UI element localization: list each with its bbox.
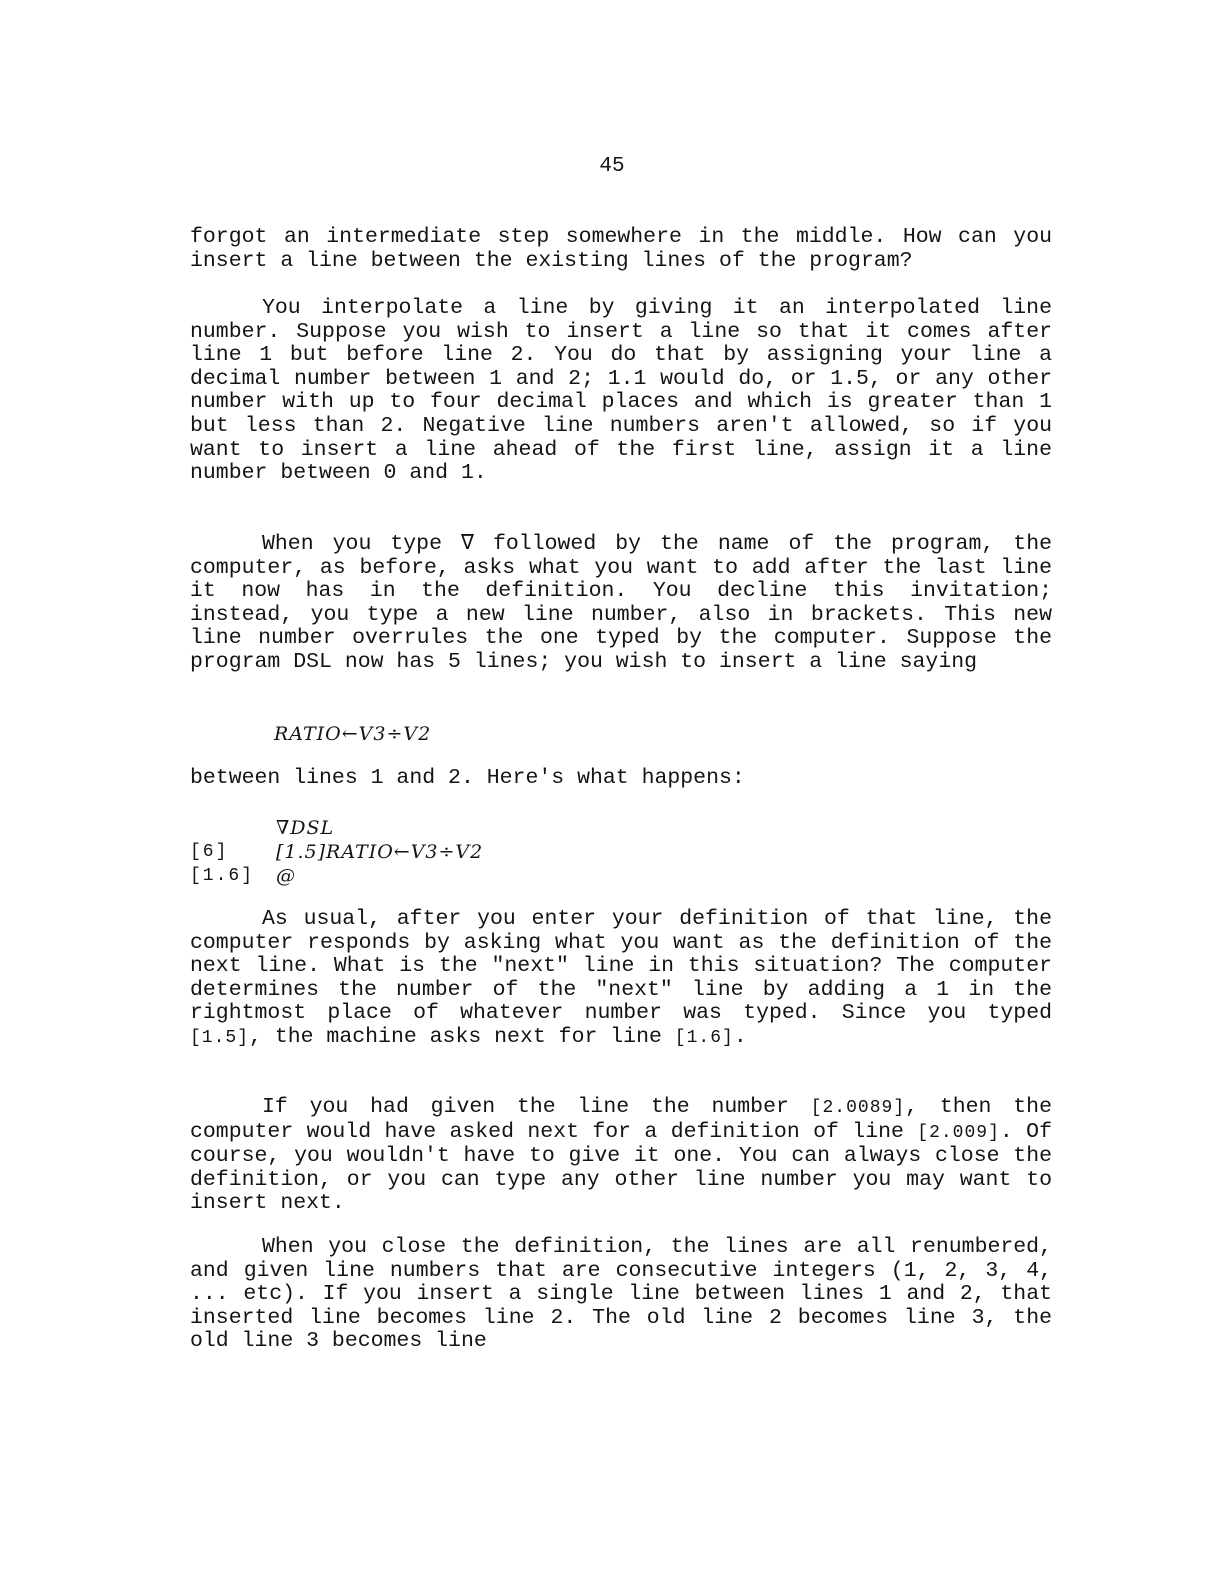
paragraph-renumber: [190, 1236, 1052, 1354]
paragraph-interpolate: [190, 297, 1052, 486]
paragraph-renumber-text: When you close the definition, the lines are all renumbered, and given line numbers that are consecutive integers (1, 2, 3, 4, ... etc). If you insert a single line between lines 1 and 2, that inserted line becomes line 2. The old line 2 becomes line 3, the old line 3 becomes line: [190, 1235, 1052, 1354]
page-number: 45: [599, 155, 625, 178]
paragraph-type-del-text: When you type ∇ followed by the name of the program, the computer, as before, asks what you want to add after the last line it now has in the definition. You decline this invitation; instead, you type a new line number, also in brackets. This new line number overrules the one typed by the computer. Suppose the program DSL now has 5 lines; you wish to insert a line saying: [190, 532, 1052, 674]
paragraph-next-line-text-b: , the machine asks next for line: [249, 1024, 675, 1049]
session-prompt-6: [6]: [190, 842, 229, 862]
paragraph-given-number-text-b: , then the computer would have asked next for a definition of line: [190, 1095, 1052, 1144]
code-inline-1-5: [1.5]: [190, 1027, 250, 1048]
paragraph-next-line: [190, 908, 1052, 1051]
code-inline-1-6: [1.6]: [674, 1027, 734, 1048]
paragraph-intro-text: forgot an intermediate step somewhere in the middle. How can you insert a line between the existing lines of the program?: [190, 225, 1052, 273]
paragraph-type-del: [190, 533, 1052, 675]
paragraph-what-happens-text: between lines 1 and 2. Here's what happens:: [190, 766, 745, 790]
code-inline-2-0089: [2.0089]: [810, 1098, 906, 1118]
code-inline-2-009: [2.009]: [917, 1122, 1000, 1143]
paragraph-next-line-text-a: As usual, after you enter your definition of that line, the computer responds by asking what you want as the definition of the next line. What is the "next" line in this situation? The computer determines the number of the "next" line by adding a 1 in the rightmost place of whatever number was typed. Since you typed: [190, 907, 1052, 1026]
session-entry-1: [1.5]RATIO←V3÷V2: [276, 841, 484, 863]
session-entry-2: @: [276, 865, 296, 887]
paragraph-given-number-text-a: If you had given the line the number: [262, 1095, 811, 1119]
session-open-line: ∇DSL: [276, 817, 335, 839]
paragraph-given-number: [190, 1096, 1052, 1216]
code-example-line: RATIO←V3÷V2: [274, 723, 432, 745]
session-prompt-1-6: [1.6]: [190, 866, 255, 886]
paragraph-given-number-text-c: . Of course, you wouldn't have to give it one. You can always close the definition, or you can type any other line number you may want to insert next.: [190, 1119, 1052, 1216]
paragraph-next-line-text-c: .: [733, 1024, 747, 1049]
paragraph-interpolate-text: You interpolate a line by giving it an interpolated line number. Suppose you wish to insert a line so that it comes after line 1 but before line 2. You do that by assigning your line a decimal number between 1 and 2; 1.1 would do, or 1.5, or any other number with up to four decimal places and which is greater than 1 but less than 2. Negative line numbers aren't allowed, so if you want to insert a line ahead of the first line, assign it a line number between 0 and 1.: [190, 296, 1052, 486]
paragraph-what-happens: [190, 767, 1052, 791]
paragraph-intro: [190, 226, 1052, 273]
